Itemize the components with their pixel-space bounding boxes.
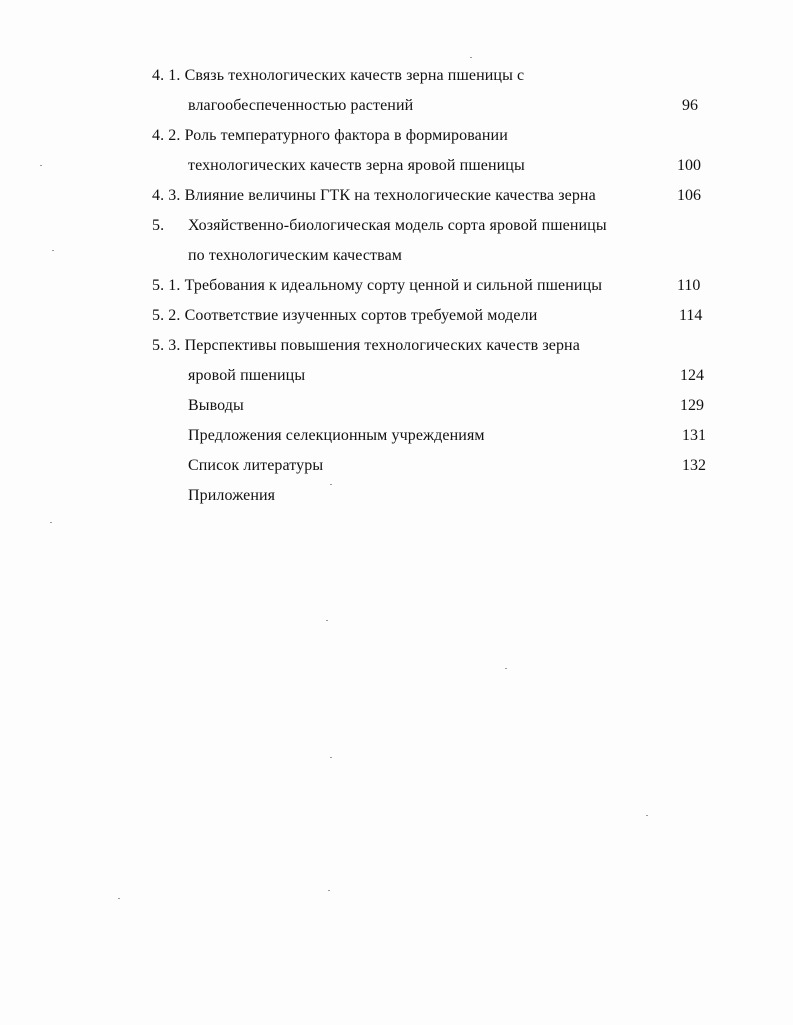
toc-entry-4-2-line-2: технологических качеств зерна яровой пшеницы [188, 157, 525, 174]
toc-page-number: 132 [682, 457, 706, 474]
toc-entry-5-3-line-1: 5. 3. Перспективы повышения технологических качеств зерна [152, 337, 580, 354]
toc-entry-4-1-line-2: влагообеспеченностью растений [188, 97, 414, 114]
toc-entry-references: Список литературы [188, 457, 324, 474]
scan-speck [40, 165, 42, 166]
scan-speck [470, 57, 472, 58]
toc-entry-5-2: 5. 2. Соответствие изученных сортов требуемой модели [152, 307, 538, 324]
toc-entry-5-number: 5. [152, 217, 165, 234]
scan-speck [646, 815, 648, 816]
toc-entry-4-2-line-1: 4. 2. Роль температурного фактора в формировании [152, 127, 508, 144]
toc-entry-5-line-2: по технологическим качествам [188, 247, 403, 264]
scan-speck [326, 620, 328, 621]
toc-page-number: 106 [677, 187, 701, 204]
toc-page-number: 131 [682, 427, 706, 444]
toc-page-number: 129 [680, 397, 704, 414]
toc-entry-4-1-line-1: 4. 1. Связь технологических качеств зерна пшеницы с [152, 67, 525, 84]
scan-speck [330, 484, 332, 485]
toc-entry-proposals: Предложения селекционным учреждениям [188, 427, 485, 444]
scan-speck [118, 898, 120, 899]
toc-entry-5-3-line-2: яровой пшеницы [188, 367, 306, 384]
toc-entry-5-1: 5. 1. Требования к идеальному сорту ценной и сильной пшеницы [152, 277, 603, 294]
scan-speck [330, 757, 332, 758]
toc-entry-appendices: Приложения [188, 487, 276, 504]
toc-entry-conclusions: Выводы [188, 397, 244, 414]
scan-speck [50, 522, 52, 523]
scan-speck [328, 890, 330, 891]
toc-page-number: 110 [677, 277, 701, 294]
toc-page-number: 124 [680, 367, 704, 384]
scan-speck [52, 250, 54, 251]
toc-entry-5-line-1: Хозяйственно-биологическая модель сорта яровой пшеницы [188, 217, 607, 234]
toc-page-number: 96 [682, 97, 698, 114]
toc-entry-4-3: 4. 3. Влияние величины ГТК на технологические качества зерна [152, 187, 596, 204]
toc-page-number: 100 [677, 157, 701, 174]
toc-page-number: 114 [679, 307, 703, 324]
scan-speck [505, 668, 507, 669]
